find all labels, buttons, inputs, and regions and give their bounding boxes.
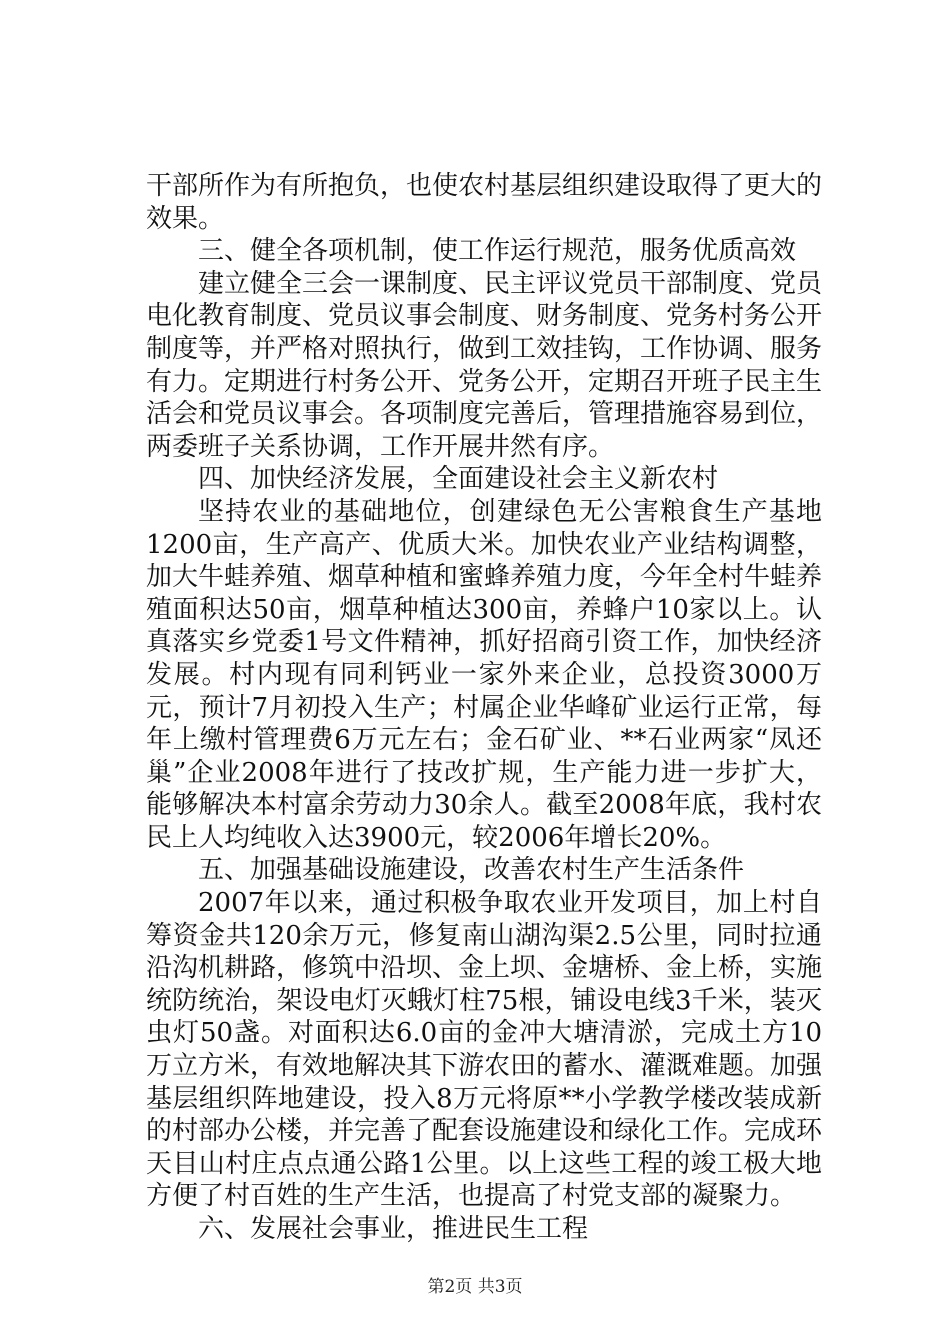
section-heading-4: 四、加快经济发展，全面建设社会主义新农村: [198, 464, 719, 495]
page-footer: 第2页 共3页: [427, 1277, 523, 1297]
section-heading-6: 六、发展社会事业，推进民生工程: [198, 1214, 589, 1244]
section-heading-5: 五、加强基础设施建设，改善农村生产生活条件: [198, 855, 745, 886]
paragraph-economy: 坚持农业的基础地位，创建绿色无公害粮食生产基地1200亩，生产高产、优质大米。加快农业产业结构调整，加大牛蛙养殖、烟草种植和蜜蜂养殖力度，今年全村牛蛙养殖面积达50亩，烟草种植达300亩，养蜂户10家以上。认真落实乡党委1号文件精神，抓好招商引资工作，加快经济发展。村内现有同利钙业一家外来企业，总投资3000万元，预计7月初投入生产；村属企业华峰矿业运行正常，每年上缴村管理费6万元左右；金石矿业、**石业两家“凤还巢”企业2008年进行了技改扩规，生产能力进一步扩大，能够解决本村富余劳动力30余人。截至2008年底，我村农民上人均纯收入达3900元，较2006年增长20%。: [146, 496, 823, 853]
paragraph-continuation: 干部所作为有所抱负，也使农村基层组织建设取得了更大的效果。: [146, 171, 823, 234]
paragraph-infrastructure: 2007年以来，通过积极争取农业开发项目，加上村自筹资金共120余万元，修复南山湖沟渠2.5公里，同时拉通沿沟机耕路，修筑中沿坝、金上坝、金塘桥、金上桥，实施统防统治，架设电灯灭蛾灯柱75根，铺设电线3千米，装灭虫灯50盏。对面积达6.0亩的金冲大塘清淤，完成土方10万立方米，有效地解决其下游农田的蓄水、灌溉难题。加强基层组织阵地建设，投入8万元将原**小学教学楼改装成新的村部办公楼，并完善了配套设施建设和绿化工作。完成环天目山村庄点点通公路1公里。以上这些工程的竣工极大地方便了村百姓的生产生活，也提高了村党支部的凝聚力。: [146, 888, 823, 1212]
section-heading-3: 三、健全各项机制，使工作运行规范，服务优质高效: [198, 236, 797, 267]
paragraph-mechanisms: 建立健全三会一课制度、民主评议党员干部制度、党员电化教育制度、党员议事会制度、财务制度、党务村务公开制度等，并严格对照执行，做到工效挂钩，工作协调、服务有力。定期进行村务公开、党务公开，定期召开班子民主生活会和党员议事会。各项制度完善后，管理措施容易到位，两委班子关系协调，工作开展井然有序。: [146, 268, 823, 462]
document-body: [146, 170, 822, 1246]
